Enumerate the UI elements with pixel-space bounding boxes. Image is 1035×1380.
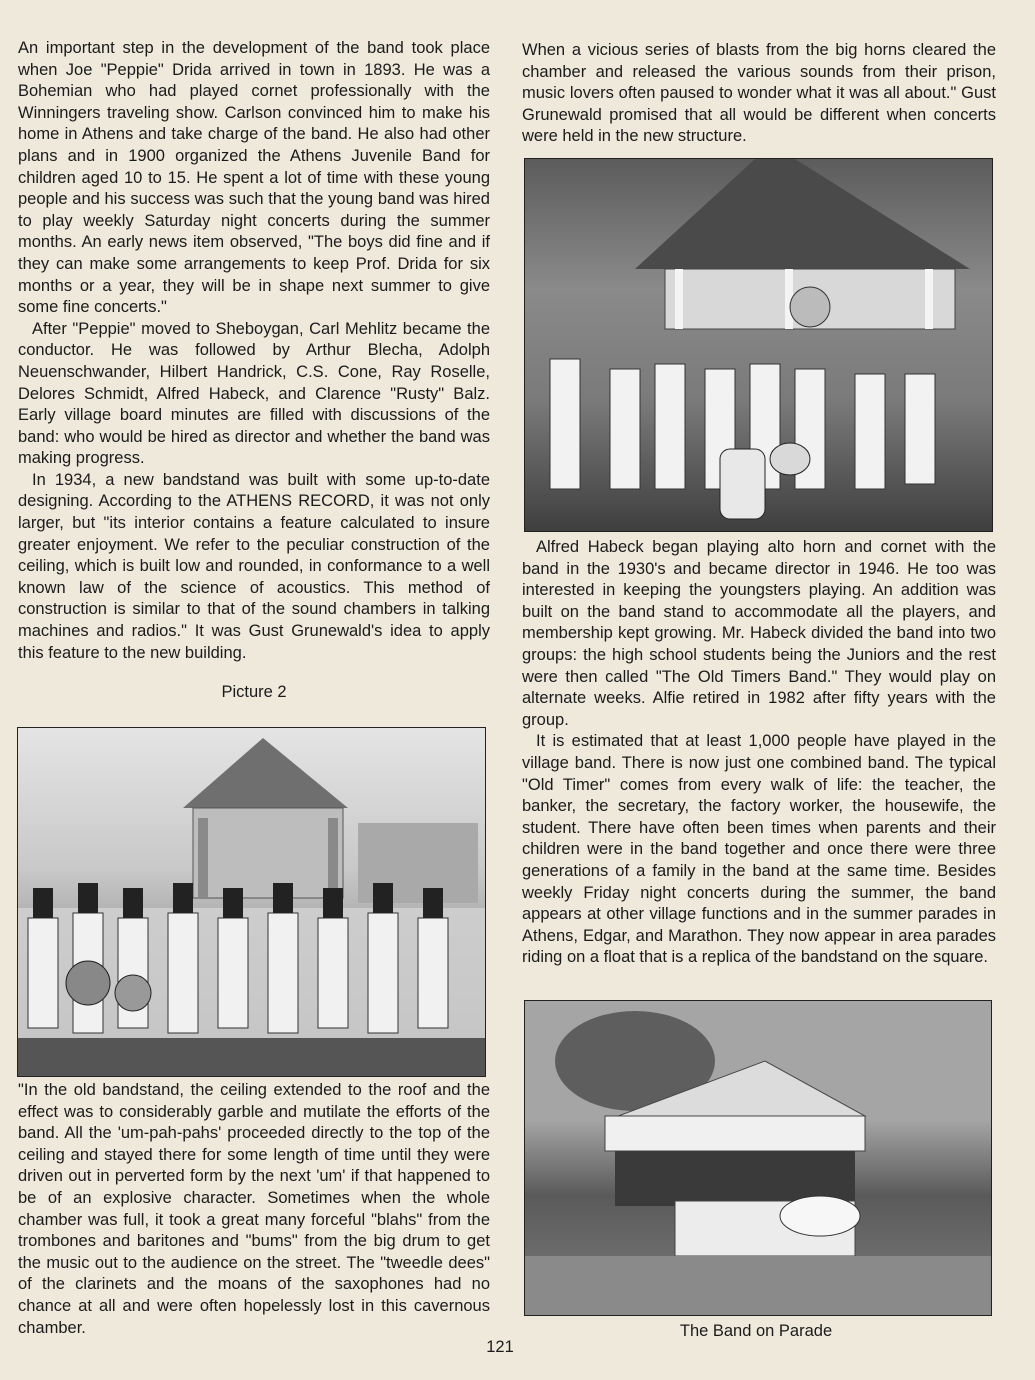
bandstand-band-photo [524, 158, 993, 532]
paragraph-conductors: After "Peppie" moved to Sheboygan, Carl Mehlitz became the conductor. He was followed by Arthur Blecha, Adolph Neuenschwander, Hilbert Handrick, C.S. Cone, Ray Roselle, Delores Schmidt, Alfred Habeck, and Clarence "Rusty" Balz. Early village board minutes are filled with discussions of the band: who would be hired as director and whether the band was making progress. [18, 319, 490, 468]
paragraph-old-bandstand-quote: "In the old bandstand, the ceiling extended to the roof and the effect was to considerably garble and mutilate the efforts of the band. All the 'um-pah-pahs' proceeded directly to the top of the ceiling and stayed there for some length of time until they were driven out in perverted form by the next 'um' if that happened to be of an explosive character. Sometimes when the whole chamber was full, it took a great many forceful "blahs" from the trombones and baritones and "bums" from the big drum to get the music out to the audience on the street. The "tweedle dees" of the clarinets and the moans of the saxophones had no chance at all and were often hopelessly lost in this cavernous chamber. [18, 1081, 490, 1337]
paragraph-drida: An important step in the development of the band took place when Joe "Peppie" Drida arrived in town in 1893. He was a Bohemian who had played cornet professionally with the Winningers traveling show. Carlson convinced him to make his home in Athens and take charge of the band. He also had other plans and in 1900 organized the Athens Juvenile Band for children aged 10 to 15. He spent a lot of time with these young people and his success was such that the young band was hired to play weekly Saturday night concerts during the summer months. An early news item observed, "The boys did fine and if they can make some arrangements to keep Prof. Drida for six months or a year, they will be in shape next summer to give some fine concerts." [18, 39, 490, 317]
paragraph-new-bandstand: In 1934, a new bandstand was built with some up-to-date designing. According to the ATHENS RECORD, it was not only larger, but "its interior contains a feature calculated to insure greater enjoyment. We refer to the peculiar construction of the ceiling, which is built low and rounded, in conformance to a well known law of the science of acoustics. This method of construction is similar to that of the sound chambers in talking machines and radios." It was Gust Grunewald's idea to apply this feature to the new building. [18, 470, 490, 662]
paragraph-habeck: Alfred Habeck began playing alto horn and cornet with the band in the 1930's and became director in 1946. He too was interested in keeping the youngsters playing. An addition was built on the band stand to accommodate all the players, and membership kept growing. Mr. Habeck divided the band into two groups: the high school students being the Juniors and the rest were then called "The Old Timers Band." They would play on alternate weeks. Alfie retired in 1982 after fifty years with the group. [522, 538, 996, 729]
left-column-text-bottom [18, 1080, 490, 1339]
parade-caption: The Band on Parade [679, 1322, 833, 1340]
picture-2-caption: Picture 2 [221, 683, 287, 701]
page-number: 121 [486, 1338, 514, 1356]
right-column-text-middle [522, 537, 996, 969]
right-column-text-top [522, 40, 996, 148]
parade-float-photo [524, 1000, 992, 1316]
left-column-text-top [18, 38, 490, 664]
paragraph-quote-continued: When a vicious series of blasts from the big horns cleared the chamber and released the various sounds from their prison, music lovers often paused to wonder what it was all about." Gust Grunewald promised that all would be different when concerts were held in the new structure. [522, 41, 996, 146]
paragraph-membership: It is estimated that at least 1,000 people have played in the village band. There is now just one combined band. The typical "Old Timer" comes from every walk of life: the teacher, the banker, the secretary, the factory worker, the housewife, the student. There have often been times when parents and their children were in the band together and once there were three generations of a family in the band at the same time. Besides weekly Friday night concerts during the summer, the band appears at other village functions and in the summer parades in Athens, Edgar, and Marathon. They now appear in area parades riding on a float that is a replica of the bandstand on the square. [522, 732, 996, 967]
old-band-photo [17, 727, 486, 1077]
